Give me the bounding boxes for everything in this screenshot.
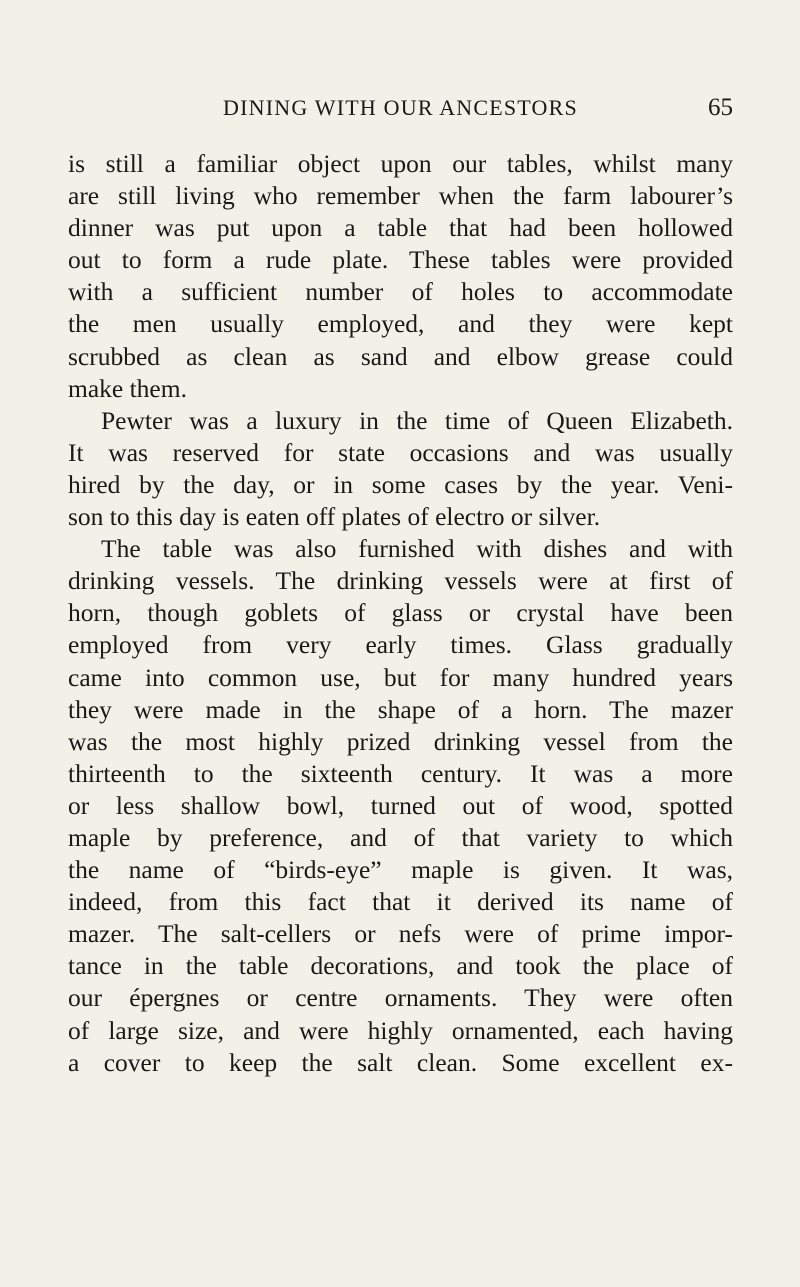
text-line: they were made in the shape of a horn. The mazer — [68, 694, 733, 724]
text-line: hired by the day, or in some cases by the year. Veni- — [68, 469, 733, 499]
text-line: The table was also furnished with dishes and with — [101, 534, 733, 564]
text-line: scrubbed as clean as sand and elbow grease could — [68, 341, 733, 371]
text-line: or less shallow bowl, turned out of wood, spotted — [68, 790, 733, 820]
text-line: indeed, from this fact that it derived its name of — [68, 887, 733, 917]
text-line: It was reserved for state occasions and was usually — [68, 437, 733, 467]
text-line: came into common use, but for many hundred years — [68, 662, 733, 692]
body-text — [68, 148, 733, 1079]
running-head — [68, 90, 733, 126]
text-line: Pewter was a luxury in the time of Queen Elizabeth. — [101, 405, 733, 435]
text-line: drinking vessels. The drinking vessels were at first of — [68, 566, 733, 596]
text-line: son to this day is eaten off plates of electro or silver. — [68, 502, 601, 532]
text-line: is still a familiar object upon our tables, whilst many — [68, 149, 733, 178]
text-line: out to form a rude plate. These tables were provided — [68, 245, 733, 275]
text-line: dinner was put upon a table that had been hollowed — [68, 213, 733, 243]
text-line: mazer. The salt-cellers or nefs were of prime impor- — [68, 919, 733, 949]
text-line: the men usually employed, and they were kept — [68, 309, 733, 339]
text-line: a cover to keep the salt clean. Some excellent ex- — [68, 1047, 733, 1077]
text-line: employed from very early times. Glass gradually — [68, 630, 733, 660]
text-line: make them. — [68, 373, 187, 403]
text-line: of large size, and were highly ornamented, each having — [68, 1015, 733, 1045]
text-line: our épergnes or centre ornaments. They were often — [68, 983, 733, 1013]
text-line: with a sufficient number of holes to accommodate — [68, 277, 733, 307]
text-line: the name of “birds-eye” maple is given. It was, — [68, 855, 733, 885]
text-line: was the most highly prized drinking vessel from the — [68, 726, 733, 756]
text-line: horn, though goblets of glass or crystal have been — [68, 598, 733, 628]
running-title: DINING WITH OUR ANCESTORS — [223, 95, 578, 120]
text-line: tance in the table decorations, and took the place of — [68, 951, 733, 981]
text-line: are still living who remember when the farm labourer’s — [68, 181, 733, 211]
text-line: thirteenth to the sixteenth century. It was a more — [68, 758, 733, 788]
page-number: 65 — [708, 94, 733, 121]
text-line: maple by preference, and of that variety to which — [68, 822, 733, 852]
